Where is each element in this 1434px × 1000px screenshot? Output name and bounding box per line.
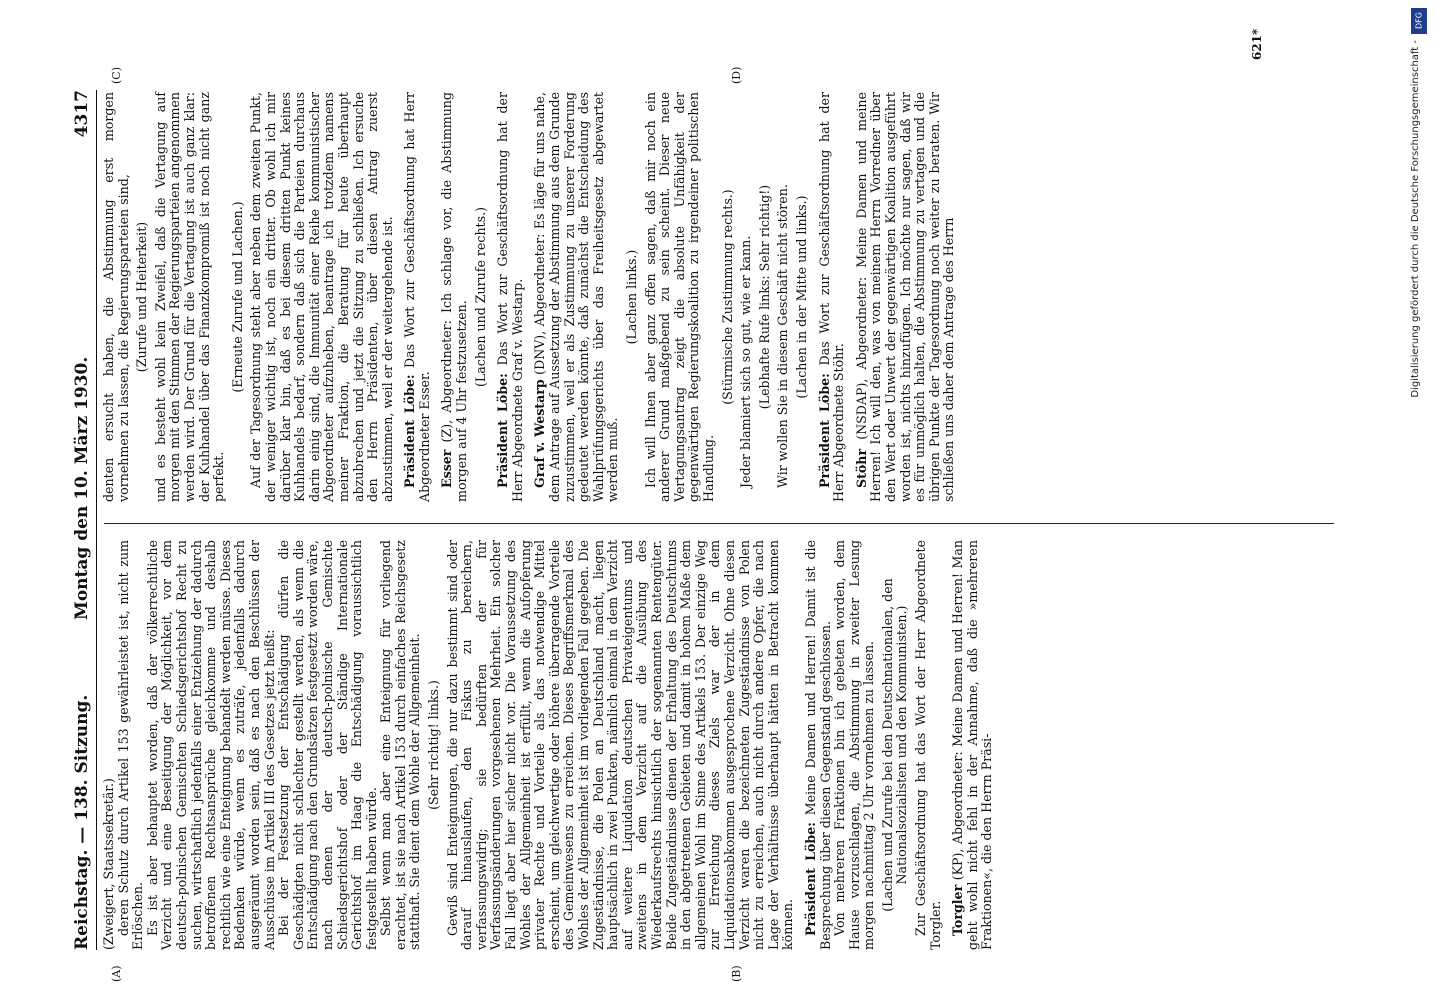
- speaker-name: Stöhr: [853, 448, 869, 488]
- interjection: (Erneute Zurufe und Lachen.): [229, 201, 245, 393]
- margin-marker-b: (B): [730, 965, 743, 982]
- speech-paragraph: [403, 92, 432, 502]
- speech-paragraph: [951, 540, 995, 950]
- paragraph: Selbst wenn man aber eine Enteignung für vorliegend erachtet, ist sie nach Artikel 153 durch einfaches Reichsgesetz statthaft. Sie dient dem Wohle der Allgemeinheit.: [378, 540, 423, 950]
- paragraph: Zur Geschäftsordnung hat das Wort der Herr Abgeordnete Torgler.: [913, 540, 943, 950]
- speech-paragraph: [440, 92, 469, 502]
- interjection: (Lachen und Zurufe rechts.): [472, 207, 488, 387]
- speaker-name: Präsident Löbe:: [402, 374, 418, 488]
- speech-text: (Z), Abgeordneter: Ich schlage vor, die Abstimmung morgen auf 4 Uhr festzusetzen.: [439, 92, 470, 502]
- paragraph: Es ist aber behauptet worden, daß der völkerrechtliche Verzicht und eine Beseitigung der Möglichkeit, vor dem deutsch-polnischen Gemischten Schiedsgerichtshof Recht zu suchen, wirtschaftlich jedenfalls einer Entziehung der dadurch betroffenen Rechtsansprüche gleichkomme und deshalb rechtlich wie eine Enteignung behandelt werden müsse. Dieses Bedenken würde, wenn es zuträfe, jedenfalls dadurch ausgeräumt worden sein, daß es nach den Beschlüssen der Ausschüsse im Artikel III des Gesetzes jetzt heißt:: [144, 540, 277, 950]
- speech-text: Das Wort zur Geschäftsordnung hat der Herr Abgeordnete Stöhr.: [816, 92, 847, 502]
- speaker-name: Präsident Löbe:: [802, 822, 818, 936]
- speaker-name: Graf v. Westarp: [532, 379, 548, 488]
- speech-paragraph: [818, 92, 847, 502]
- paragraph: Gewiß sind Enteignungen, die nur dazu bestimmt sind oder darauf hinauslaufen, den Fiskus zu bereichern, verfassungswidrig; sie bedürften der für Verfassungsänderungen vorgesehenen Mehrheit. Ein solcher Fall liegt aber hier sicher nicht vor. Die Voraussetzung des Wohles der Allgemeinheit ist erfüllt, wenn die Aufopferung privater Rechte und Vorteile als das notwendige Mittel erscheint, um gleichwertige oder höhere überragende Vorteile des Gemeinwesens zu erreichen. Dieses Begriffsmerkmal des Wohles der Allgemeinheit ist im vorliegenden Fall gegeben. Die Zugeständnisse, die Polen an Deutschland macht, liegen hauptsächlich in zwei Punkten, nämlich einmal in dem Verzicht auf weitere Liquidation deutschen Privateigentums und zweitens in dem Verzicht auf die Ausübung des Wiederkaufsrechts hinsichtlich der sogenannten Rentengüter. Beide Zugeständnisse dienen der Erhaltung des Deutschtums in den abgetretenen Gebieten und damit in hohem Maße dem allgemeinen Wohl im Sinne des Artikels 153. Der einzige Weg zur Erreichung dieses Ziels war der in dem Liquidationsabkommen ausgesprochene Verzicht. Ohne diesen Verzicht waren die bezeichneten Zugeständnisse von Polen nicht zu erreichen, auch nicht durch andere Opfer, die nach Lage der Verhältnisse überhaupt hätten in Betracht kommen können.: [444, 540, 796, 950]
- signature-mark: 621*: [1250, 28, 1264, 60]
- paragraph: Auf der Tagesordnung steht aber neben dem zweiten Punkt, der weniger wichtig ist, noch ein dritter. Ob wohl ich mir darüber klar bin, daß es bei diesem dritten Punkt keines Kuhhandels bedarf, sondern daß sich die Parteien durchaus darin einig sind, die Immunität einer Reihe kommunistischer Abgeordneter aufzuheben, beantrage ich trotzdem namens meiner Fraktion, die Beratung für heute überhaupt abzubrechen und jetzt die Sitzung zu schließen. Ich ersuche den Herrn Präsidenten, über diesen Antrag zuerst abzustimmen, weil er der weitergehende ist.: [248, 92, 395, 502]
- interjection: (Lebhafte Rufe links: Sehr richtig!): [756, 184, 772, 410]
- margin-marker-d: (D): [730, 66, 743, 84]
- column-divider: [104, 523, 1334, 524]
- speech-paragraph: [855, 92, 957, 502]
- dfg-logo: [1411, 8, 1427, 34]
- speech-paragraph: [804, 540, 833, 950]
- paragraph: denten ersucht haben, die Abstimmung erst morgen vornehmen zu lassen, die Regierungsparteien sind,: [101, 92, 131, 502]
- speaker-name: Präsident Löbe:: [495, 373, 511, 488]
- header-left: Reichstag. — 138. Sitzung.: [72, 694, 92, 950]
- speech-text: Das Wort zur Geschäftsordnung hat Herr Abgeordneter Esser.: [402, 92, 432, 502]
- left-column: [102, 540, 1332, 950]
- speaker-name: Esser: [439, 449, 455, 488]
- speaker-name: Präsident Löbe:: [816, 373, 832, 488]
- speech-text: (NSDAP), Abgeordneter: Meine Damen und meine Herren! Ich will den, was von meinem Herrn Vorredner über den Wert oder Unwert der gegenwärtigen Koalition ausgeführt worden ist, nichts hinzufügen. Ich möchte nur sagen, daß wir es für unmöglich halten, die Abstimmung zu vertagen und die übrigen Punkte der Tagesordnung noch weiter zu beraten. Wir schließen uns daher dem Antrage des Herrn: [853, 92, 957, 502]
- interjection: (Lachen und Zurufe bei den Deutschnationalen, den Nationalsozialisten und den Kommunisten.): [879, 578, 910, 912]
- speech-paragraph: [496, 92, 525, 502]
- speaker-name: Torgler: [950, 884, 966, 936]
- right-column: [102, 92, 1332, 502]
- interjection: (Lachen links.): [624, 249, 639, 345]
- digitization-strip: [1408, 0, 1430, 1000]
- speech-text: (KP), Abgeordneter: Meine Damen und Herren! Man geht wohl nicht fehl in der Annahme, daß die »mehreren Fraktionen«, die den Herrn Präsi-: [950, 540, 995, 950]
- paragraph: Von mehreren Fraktionen bin ich gebeten worden, dem Hause vorzuschlagen, die Abstimmung in zweiter Lesung morgen nachmittag 2 Uhr vornehmen zu lassen.: [832, 540, 877, 950]
- paragraph: deren Schutz durch Artikel 153 gewährleistet ist, nicht zum Erlöschen.: [115, 540, 146, 950]
- page-number: 4317: [72, 90, 92, 138]
- speaker-line: (Zweigert, Staatssekretär.): [101, 778, 116, 950]
- dfg-logo-text: DFG: [1414, 12, 1424, 30]
- paragraph: Bei der Festsetzung der Entschädigung dürfen die Geschädigten nicht schlechter gestellt werden, als wenn die Entschädigung nach den Grundsätzen festgesetzt worden wäre, nach denen der deutsch-polnische Gemischte Schiedsgerichtshof oder der Ständige Internationale Gerichtshof im Haag die Entschädigung voraussichtlich festgestellt haben würde.: [276, 540, 379, 950]
- margin-marker-a: (A): [110, 965, 123, 982]
- speech-text: Meine Damen und Herren! Damit ist die Besprechung über diesen Gegenstand geschlossen.: [802, 540, 833, 950]
- speech-paragraph: [533, 92, 621, 502]
- paragraph: und es besteht wohl kein Zweifel, daß die Vertagung auf morgen mit den Stimmen der Regierungsparteien angenommen werden wird. Der Grund für die Vertagung ist auch ganz klar: der Kuhhandel über das Finanzkompromiß ist noch nicht ganz perfekt.: [152, 92, 227, 502]
- rotated-document-sheet: [70, 28, 1340, 982]
- interjection: (Zurufe und Heiterkeit): [134, 221, 150, 373]
- digitization-note: Digitalisierung gefördert durch die Deutsche Forschungsgemeinschaft -: [1410, 40, 1421, 398]
- paragraph: Ich will Ihnen aber ganz offen sagen, daß mir noch ein anderer Grund maßgebend zu sein scheint. Dieser neue Vertagungsantrag zeigt die absolute Unfähigkeit der gegenwärtigen Regierungskoalition zu irgendeiner politischen Handlung.: [642, 92, 716, 502]
- page-header: [70, 90, 97, 950]
- margin-marker-c: (C): [110, 67, 123, 84]
- interjection: (Stürmische Zustimmung rechts.): [719, 189, 735, 405]
- paragraph: Jeder blamiert sich so gut, wie er kann.: [738, 235, 754, 488]
- header-date: Montag den 10. März 1930.: [72, 356, 92, 620]
- paragraph: Wir wollen Sie in diesem Geschäft nicht stören.: [775, 184, 791, 488]
- interjection: (Lachen in der Mitte und links.): [793, 195, 809, 399]
- speech-text: (DNV), Abgeordneter: Es läge für uns nahe, dem Antrage auf Aussetzung der Abstimmung aus dem Grunde zuzustimmen, weil er als Zustimmung zu unserer Forderung gedeutet werden könnte, daß zunächst die Entscheidung des Wahlprüfungsgerichts über das Freiheitsgesetz abgewartet werden muß.: [532, 91, 621, 502]
- speech-text: Das Wort zur Geschäftsordnung hat der Herr Abgeordnete Graf v. Westarp.: [495, 92, 525, 502]
- interjection: (Sehr richtig! links.): [426, 680, 442, 810]
